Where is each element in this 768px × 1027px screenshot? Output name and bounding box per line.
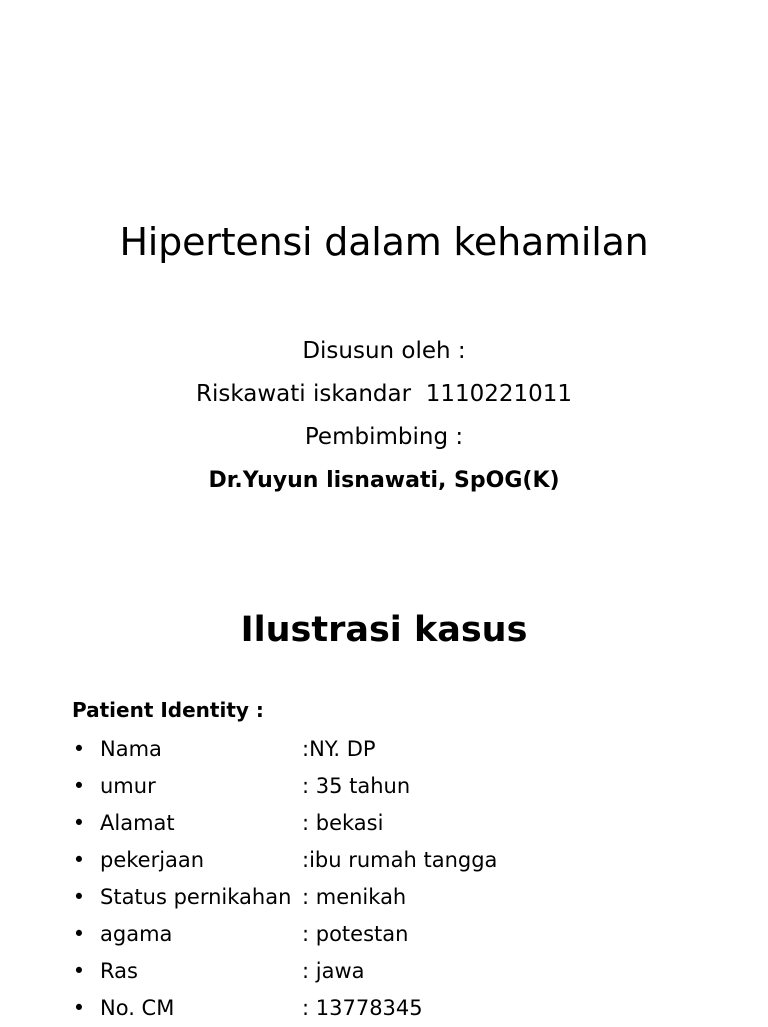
field-label: No. CM [100,996,175,1020]
prepared-by-label: Disusun oleh : [302,338,466,364]
field-value: : menikah [302,885,407,909]
field-value: : bekasi [302,811,384,835]
field-label: Status pernikahan [100,885,292,909]
presentation-title: Hipertensi dalam kehamilan [119,220,649,264]
bullet-icon: • [72,959,86,983]
case-slide [0,575,768,1024]
bullet-icon: • [72,885,86,909]
field-label: Alamat [100,811,175,835]
bullet-icon: • [72,774,86,798]
bullet-icon: • [72,922,86,946]
case-title: Ilustrasi kasus [240,610,528,650]
field-value: : potestan [302,922,409,946]
author-block [0,330,768,502]
supervisor-label: Pembimbing : [304,424,464,450]
field-value: : 35 tahun [302,774,411,798]
field-label: agama [100,922,173,946]
patient-identity-heading: Patient Identity : [72,698,264,722]
supervisor-name: Dr.Yuyun lisnawati, SpOG(K) [208,468,560,493]
bullet-icon: • [72,811,86,835]
field-value: :NY. DP [302,737,376,761]
bullet-icon: • [72,996,86,1020]
field-label: pekerjaan [100,848,205,872]
field-value: : 13778345 [302,996,423,1020]
bullet-icon: • [72,848,86,872]
field-value: :ibu rumah tangga [302,848,498,872]
field-value: : jawa [302,959,365,983]
field-label: Nama [100,737,162,761]
bullet-icon: • [72,737,86,761]
field-label: umur [100,774,156,798]
field-label: Ras [100,959,138,983]
author-name-id: Riskawati iskandar 1110221011 [195,381,573,407]
